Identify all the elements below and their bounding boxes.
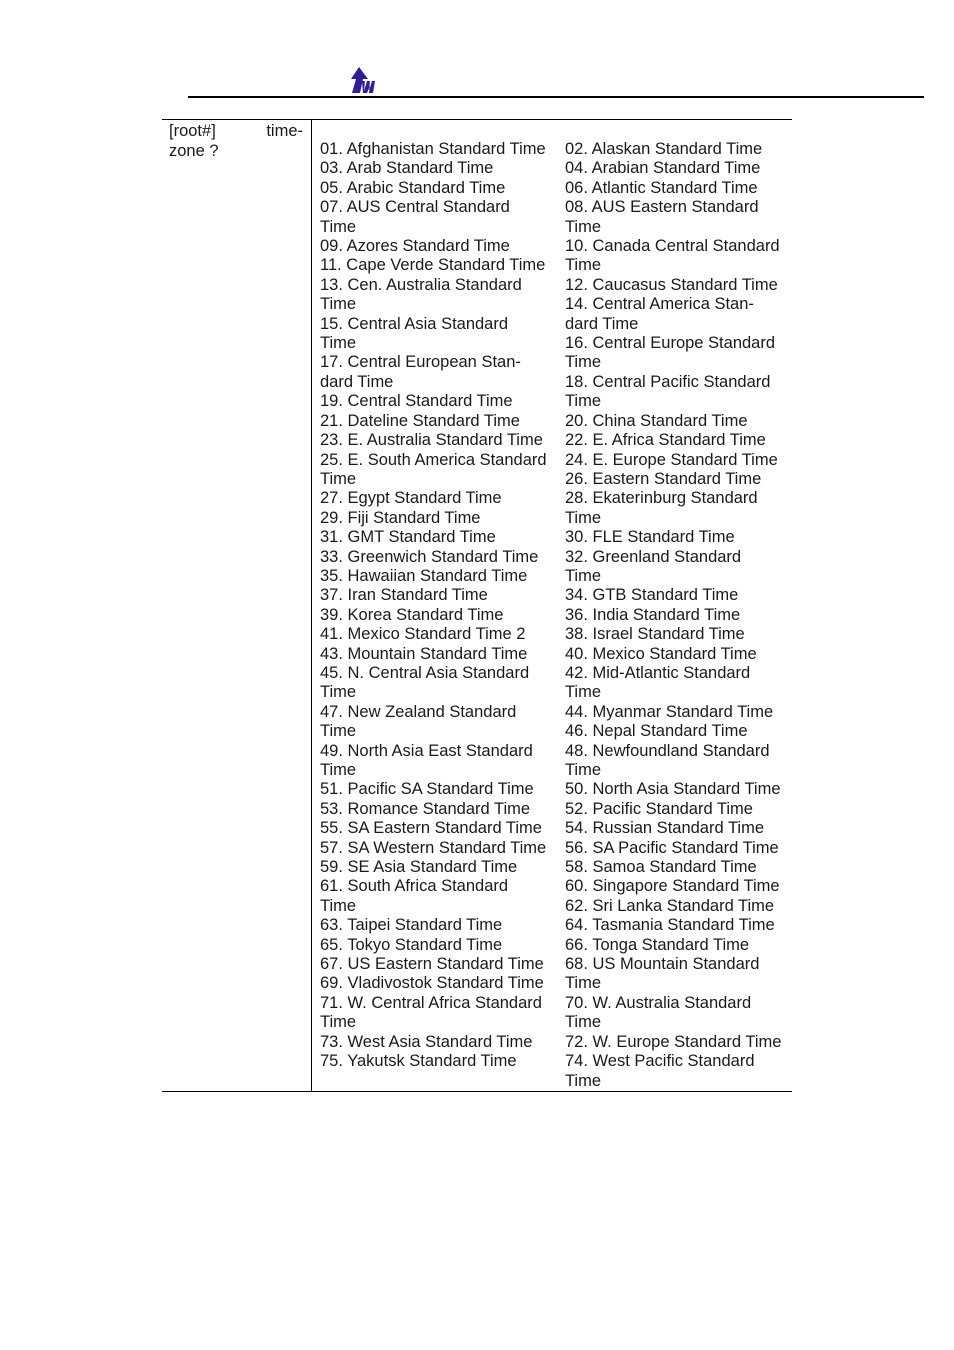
timezone-line: 65. Tokyo Standard Time: [320, 935, 503, 954]
timezone-line: Time: [564, 761, 602, 779]
timezone-list-item: [320, 664, 565, 703]
timezone-line: Time: [564, 392, 602, 411]
timezone-line: 66. Tonga Standard Time: [564, 935, 750, 954]
timezone-list-item: [565, 140, 792, 159]
timezone-list-item: [320, 140, 565, 159]
timezone-line: 08. AUS Eastern Standard: [564, 198, 759, 217]
timezone-list-item: [565, 373, 792, 412]
timezone-line: Time: [320, 217, 357, 236]
timezone-line: 36. India Standard Time: [564, 605, 741, 624]
timezone-list-item: [320, 586, 565, 605]
timezone-list-item: [565, 897, 792, 916]
timezone-list-item: [565, 334, 792, 373]
timezone-line: 28. Ekaterinburg Standard: [564, 489, 758, 508]
timezone-list-item: [320, 451, 565, 490]
timezone-list-item: [565, 470, 792, 489]
timezone-line: 01. Afghanistan Standard Time: [320, 140, 546, 158]
timezone-line: Time: [564, 566, 602, 585]
timezone-list-item: [320, 994, 565, 1033]
timezone-line: 71. W. Central Africa Standard: [320, 993, 542, 1012]
timezone-line: 13. Cen. Australia Standard: [320, 275, 522, 294]
timezone-line: 22. E. Africa Standard Time: [564, 431, 766, 450]
timezone-list-item: [565, 1033, 792, 1052]
timezone-line: 49. North Asia East Standard: [320, 741, 533, 760]
timezone-list-item: [320, 974, 565, 993]
timezone-line: Time: [564, 683, 602, 702]
timezone-list-item: [320, 237, 565, 256]
timezone-line: 31. GMT Standard Time: [320, 528, 496, 547]
timezone-list-item: [320, 877, 565, 916]
timezone-line: 47. New Zealand Standard: [320, 702, 517, 721]
timezone-line: 17. Central European Stan-: [320, 353, 521, 372]
timezone-list-item: [565, 955, 792, 994]
timezone-list-item: [565, 548, 792, 587]
timezone-list-item: [320, 509, 565, 528]
timezone-line: 26. Eastern Standard Time: [564, 469, 762, 488]
timezone-line: 55. SA Eastern Standard Time: [320, 819, 542, 838]
timezone-list-item: [565, 179, 792, 198]
timezone-line: dard Time: [564, 314, 639, 333]
timezone-line: 43. Mountain Standard Time: [320, 644, 528, 663]
timezone-list-item: [565, 645, 792, 664]
timezone-line: 02. Alaskan Standard Time: [564, 140, 763, 158]
timezone-line: 40. Mexico Standard Time: [564, 644, 757, 663]
timezone-line: 12. Caucasus Standard Time: [564, 275, 778, 294]
timezone-list-item: [565, 451, 792, 470]
timezone-line: 24. E. Europe Standard Time: [564, 450, 778, 469]
timezone-line: 58. Samoa Standard Time: [564, 858, 757, 877]
timezone-line: 16. Central Europe Standard: [564, 334, 776, 353]
timezone-line: 14. Central America Stan-: [564, 295, 754, 314]
timezone-list-item: [320, 528, 565, 547]
timezone-list-item: [565, 936, 792, 955]
timezone-list-item: [320, 276, 565, 315]
timezone-line: 72. W. Europe Standard Time: [564, 1032, 782, 1051]
timezone-list-item: [320, 703, 565, 742]
command-table: [162, 119, 792, 1092]
timezone-list-item: [320, 256, 565, 275]
timezone-list-item: [320, 179, 565, 198]
timezone-line: Time: [320, 761, 357, 779]
timezone-list-item: [320, 489, 565, 508]
timezone-line: Time: [564, 256, 602, 275]
timezone-line: 27. Egypt Standard Time: [320, 489, 502, 508]
timezone-line: 30. FLE Standard Time: [564, 528, 735, 547]
timezone-list-item: [320, 392, 565, 411]
timezone-line: 46. Nepal Standard Time: [564, 722, 748, 741]
timezone-list-item: [565, 664, 792, 703]
timezone-line: 67. US Eastern Standard Time: [320, 955, 544, 974]
timezone-list-item: [320, 625, 565, 644]
timezone-line: 04. Arabian Standard Time: [564, 159, 761, 178]
timezone-list-item: [320, 936, 565, 955]
timezone-list-item: [320, 159, 565, 178]
timezone-list-cell: [312, 120, 793, 1092]
timezone-line: Time: [320, 1013, 357, 1032]
command-line-2: zone ?: [169, 142, 219, 160]
timezone-line: Time: [320, 295, 357, 314]
timezone-list-item: [320, 315, 565, 354]
timezone-line: 21. Dateline Standard Time: [320, 411, 520, 430]
timezone-list-item: [565, 877, 792, 896]
timezone-line: 60. Singapore Standard Time: [564, 877, 780, 896]
command-cell: [162, 120, 312, 1092]
timezone-line: Time: [320, 469, 357, 488]
timezone-list-item: [320, 742, 565, 781]
timezone-list-item: [320, 198, 565, 237]
timezone-line: 18. Central Pacific Standard: [564, 372, 771, 391]
timezone-list-item: [565, 800, 792, 819]
timezone-list-item: [320, 431, 565, 450]
timezone-line: 50. North Asia Standard Time: [564, 780, 781, 799]
timezone-line: 75. Yakutsk Standard Time: [320, 1052, 517, 1071]
timezone-list-item: [565, 780, 792, 799]
timezone-line: 35. Hawaiian Standard Time: [320, 566, 528, 585]
timezone-list-item: [565, 625, 792, 644]
timezone-column-left: [320, 140, 565, 1091]
timezone-line: 52. Pacific Standard Time: [564, 799, 753, 818]
timezone-line: 20. China Standard Time: [564, 411, 748, 430]
timezone-line: Time: [320, 683, 357, 702]
timezone-line: 69. Vladivostok Standard Time: [320, 974, 544, 993]
timezone-list-item: [565, 606, 792, 625]
timezone-line: 32. Greenland Standard: [564, 547, 742, 566]
timezone-line: 42. Mid-Atlantic Standard: [564, 663, 751, 682]
timezone-line: Time: [320, 896, 357, 915]
timezone-line: 51. Pacific SA Standard Time: [320, 780, 534, 799]
timezone-line: 56. SA Pacific Standard Time: [564, 838, 779, 857]
timezone-list-item: [320, 839, 565, 858]
timezone-line: 53. Romance Standard Time: [320, 799, 531, 818]
command-text: [162, 121, 311, 161]
timezone-line: 07. AUS Central Standard: [320, 198, 510, 217]
timezone-line: 09. Azores Standard Time: [320, 237, 510, 256]
timezone-line: 62. Sri Lanka Standard Time: [564, 896, 775, 915]
timezone-line: 37. Iran Standard Time: [320, 586, 488, 605]
timezone-line: 73. West Asia Standard Time: [320, 1032, 533, 1051]
timezone-line: 10. Canada Central Standard: [564, 237, 780, 256]
timezone-line: 25. E. South America Standard: [320, 450, 547, 469]
timezone-list-item: [565, 586, 792, 605]
timezone-line: 03. Arab Standard Time: [320, 159, 494, 178]
timezone-list-item: [320, 567, 565, 586]
timezone-list-item: [320, 1052, 565, 1071]
timezone-list-item: [565, 489, 792, 528]
timezone-line: 05. Arabic Standard Time: [320, 178, 506, 197]
timezone-line: 54. Russian Standard Time: [564, 819, 764, 838]
timezone-list-item: [320, 819, 565, 838]
timezone-list-item: [565, 528, 792, 547]
timezone-line: Time: [564, 974, 602, 993]
timezone-list-item: [565, 1052, 792, 1091]
timezone-list-item: [320, 955, 565, 974]
timezone-line: 59. SE Asia Standard Time: [320, 858, 518, 877]
timezone-list-item: [565, 295, 792, 334]
timezone-list-item: [565, 412, 792, 431]
timezone-line: Time: [564, 508, 602, 527]
timezone-line: 41. Mexico Standard Time 2: [320, 625, 526, 644]
timezone-line: dard Time: [320, 372, 394, 391]
timezone-line: 33. Greenwich Standard Time: [320, 547, 539, 566]
timezone-line: 29. Fiji Standard Time: [320, 508, 481, 527]
timezone-list-item: [320, 412, 565, 431]
timezone-list-item: [320, 353, 565, 392]
timezone-line: 38. Israel Standard Time: [564, 625, 745, 644]
timezone-list-item: [565, 819, 792, 838]
timezone-line: 19. Central Standard Time: [320, 392, 513, 411]
timezone-line: 57. SA Western Standard Time: [320, 838, 547, 857]
timezone-list-item: [320, 916, 565, 935]
timezone-list-item: [565, 276, 792, 295]
timezone-line: 11. Cape Verde Standard Time: [320, 256, 546, 275]
timezone-column-right: [565, 140, 792, 1091]
timezone-line: 34. GTB Standard Time: [564, 586, 739, 605]
timezone-list-item: [565, 742, 792, 781]
timezone-list-item: [320, 548, 565, 567]
timezone-list-item: [320, 780, 565, 799]
timezone-list-item: [320, 858, 565, 877]
timezone-line: 70. W. Australia Standard: [564, 993, 752, 1012]
header-rule: [188, 96, 924, 98]
timezone-list-item: [565, 703, 792, 722]
timezone-list-item: [565, 839, 792, 858]
timezone-list-item: [565, 198, 792, 237]
timezone-line: Time: [320, 334, 357, 353]
timezone-list-item: [565, 916, 792, 935]
timezone-line: 45. N. Central Asia Standard: [320, 663, 530, 682]
timezone-line: Time: [564, 1013, 602, 1032]
timezone-list-item: [320, 606, 565, 625]
timezone-line: 68. US Mountain Standard: [564, 955, 760, 974]
timezone-list-item: [565, 858, 792, 877]
timezone-line: 61. South Africa Standard: [320, 877, 509, 896]
timezone-line: 64. Tasmania Standard Time: [564, 916, 775, 935]
timezone-line: 63. Taipei Standard Time: [320, 916, 503, 935]
timezone-list-item: [565, 159, 792, 178]
timezone-line: 74. West Pacific Standard: [564, 1052, 755, 1071]
timezone-list-item: [320, 1033, 565, 1052]
timezone-list-item: [320, 800, 565, 819]
timezone-line: 44. Myanmar Standard Time: [564, 702, 774, 721]
timezone-list-item: [565, 237, 792, 276]
timezone-line: 15. Central Asia Standard: [320, 314, 509, 333]
timezone-line: 23. E. Australia Standard Time: [320, 431, 543, 450]
timezone-line: Time: [564, 1071, 602, 1090]
company-logo-icon: [349, 67, 379, 94]
timezone-line: Time: [564, 217, 602, 236]
timezone-line: 39. Korea Standard Time: [320, 605, 504, 624]
command-line-1: [root#] time-: [169, 122, 303, 140]
timezone-line: Time: [564, 353, 602, 372]
timezone-line: 48. Newfoundland Standard: [564, 741, 770, 760]
timezone-list-item: [565, 722, 792, 741]
timezone-list-item: [565, 994, 792, 1033]
timezone-list-item: [565, 431, 792, 450]
timezone-list-item: [320, 645, 565, 664]
timezone-line: Time: [320, 722, 357, 741]
timezone-line: 06. Atlantic Standard Time: [564, 178, 758, 197]
